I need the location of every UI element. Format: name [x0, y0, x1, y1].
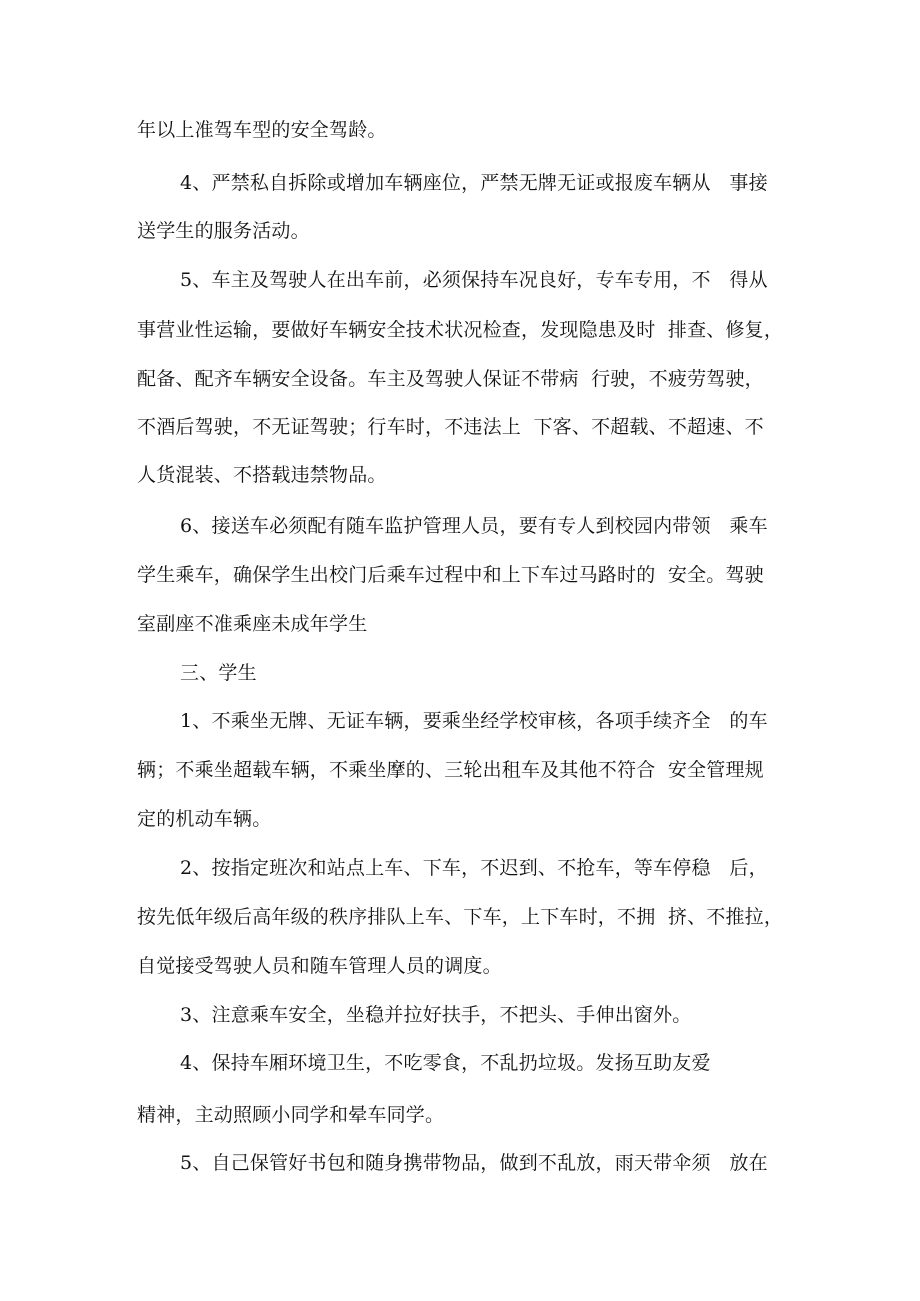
text-line-21: 精神，主动照顾小同学和晕车同学。	[137, 1104, 445, 1126]
section-heading-students: 三、学生	[180, 662, 257, 684]
text-line-19: 3、注意乘车安全，坐稳并拉好扶手，不把头、手伸出窗外。	[180, 1004, 692, 1026]
text-line-5: 事营业性运输，要做好车辆安全技术状况检查，发现隐患及时 排查、修复，	[137, 319, 784, 341]
text-line-2: 4、严禁私自拆除或增加车辆座位，严禁无牌无证或报废车辆从 事接	[180, 172, 768, 194]
text-line-16: 2、按指定班次和站点上车、下车，不迟到、不抢车，等车停稳 后，	[180, 857, 768, 879]
text-line-22: 5、自己保管好书包和随身携带物品，做到不乱放，雨天带伞须 放在	[180, 1152, 768, 1174]
text-line-13: 1、不乘坐无牌、无证车辆，要乘坐经学校审核，各项手续齐全 的车	[180, 710, 768, 732]
text-line-8: 人货混装、不搭载违禁物品。	[137, 464, 387, 486]
text-line-15: 定的机动车辆。	[137, 808, 272, 830]
text-line-6: 配备、配齐车辆安全设备。车主及驾驶人保证不带病 行驶，不疲劳驾驶，	[137, 368, 764, 390]
text-line-10: 学生乘车，确保学生出校门后乘车过程中和上下车过马路时的 安全。驾驶	[137, 564, 764, 586]
text-line-4: 5、车主及驾驶人在出车前，必须保持车况良好，专车专用，不 得从	[180, 269, 768, 291]
text-line-18: 自觉接受驾驶人员和随车管理人员的调度。	[137, 955, 502, 977]
text-line-9: 6、接送车必须配有随车监护管理人员，要有专人到校园内带领 乘车	[180, 515, 768, 537]
text-line-7: 不酒后驾驶，不无证驾驶；行车时，不违法上 下客、不超载、不超速、不	[137, 416, 764, 438]
text-line-1: 年以上准驾车型的安全驾龄。	[137, 119, 387, 141]
text-line-20: 4、保持车厢环境卫生，不吃零食，不乱扔垃圾。发扬互助友爱	[180, 1052, 711, 1074]
text-line-17: 按先低年级后高年级的秩序排队上车、下车，上下车时，不拥 挤、不推拉，	[137, 906, 784, 928]
text-line-14: 辆；不乘坐超载车辆，不乘坐摩的、三轮出租车及其他不符合 安全管理规	[137, 759, 764, 781]
text-line-3: 送学生的服务活动。	[137, 220, 310, 242]
text-line-11: 室副座不准乘座未成年学生	[137, 613, 368, 635]
